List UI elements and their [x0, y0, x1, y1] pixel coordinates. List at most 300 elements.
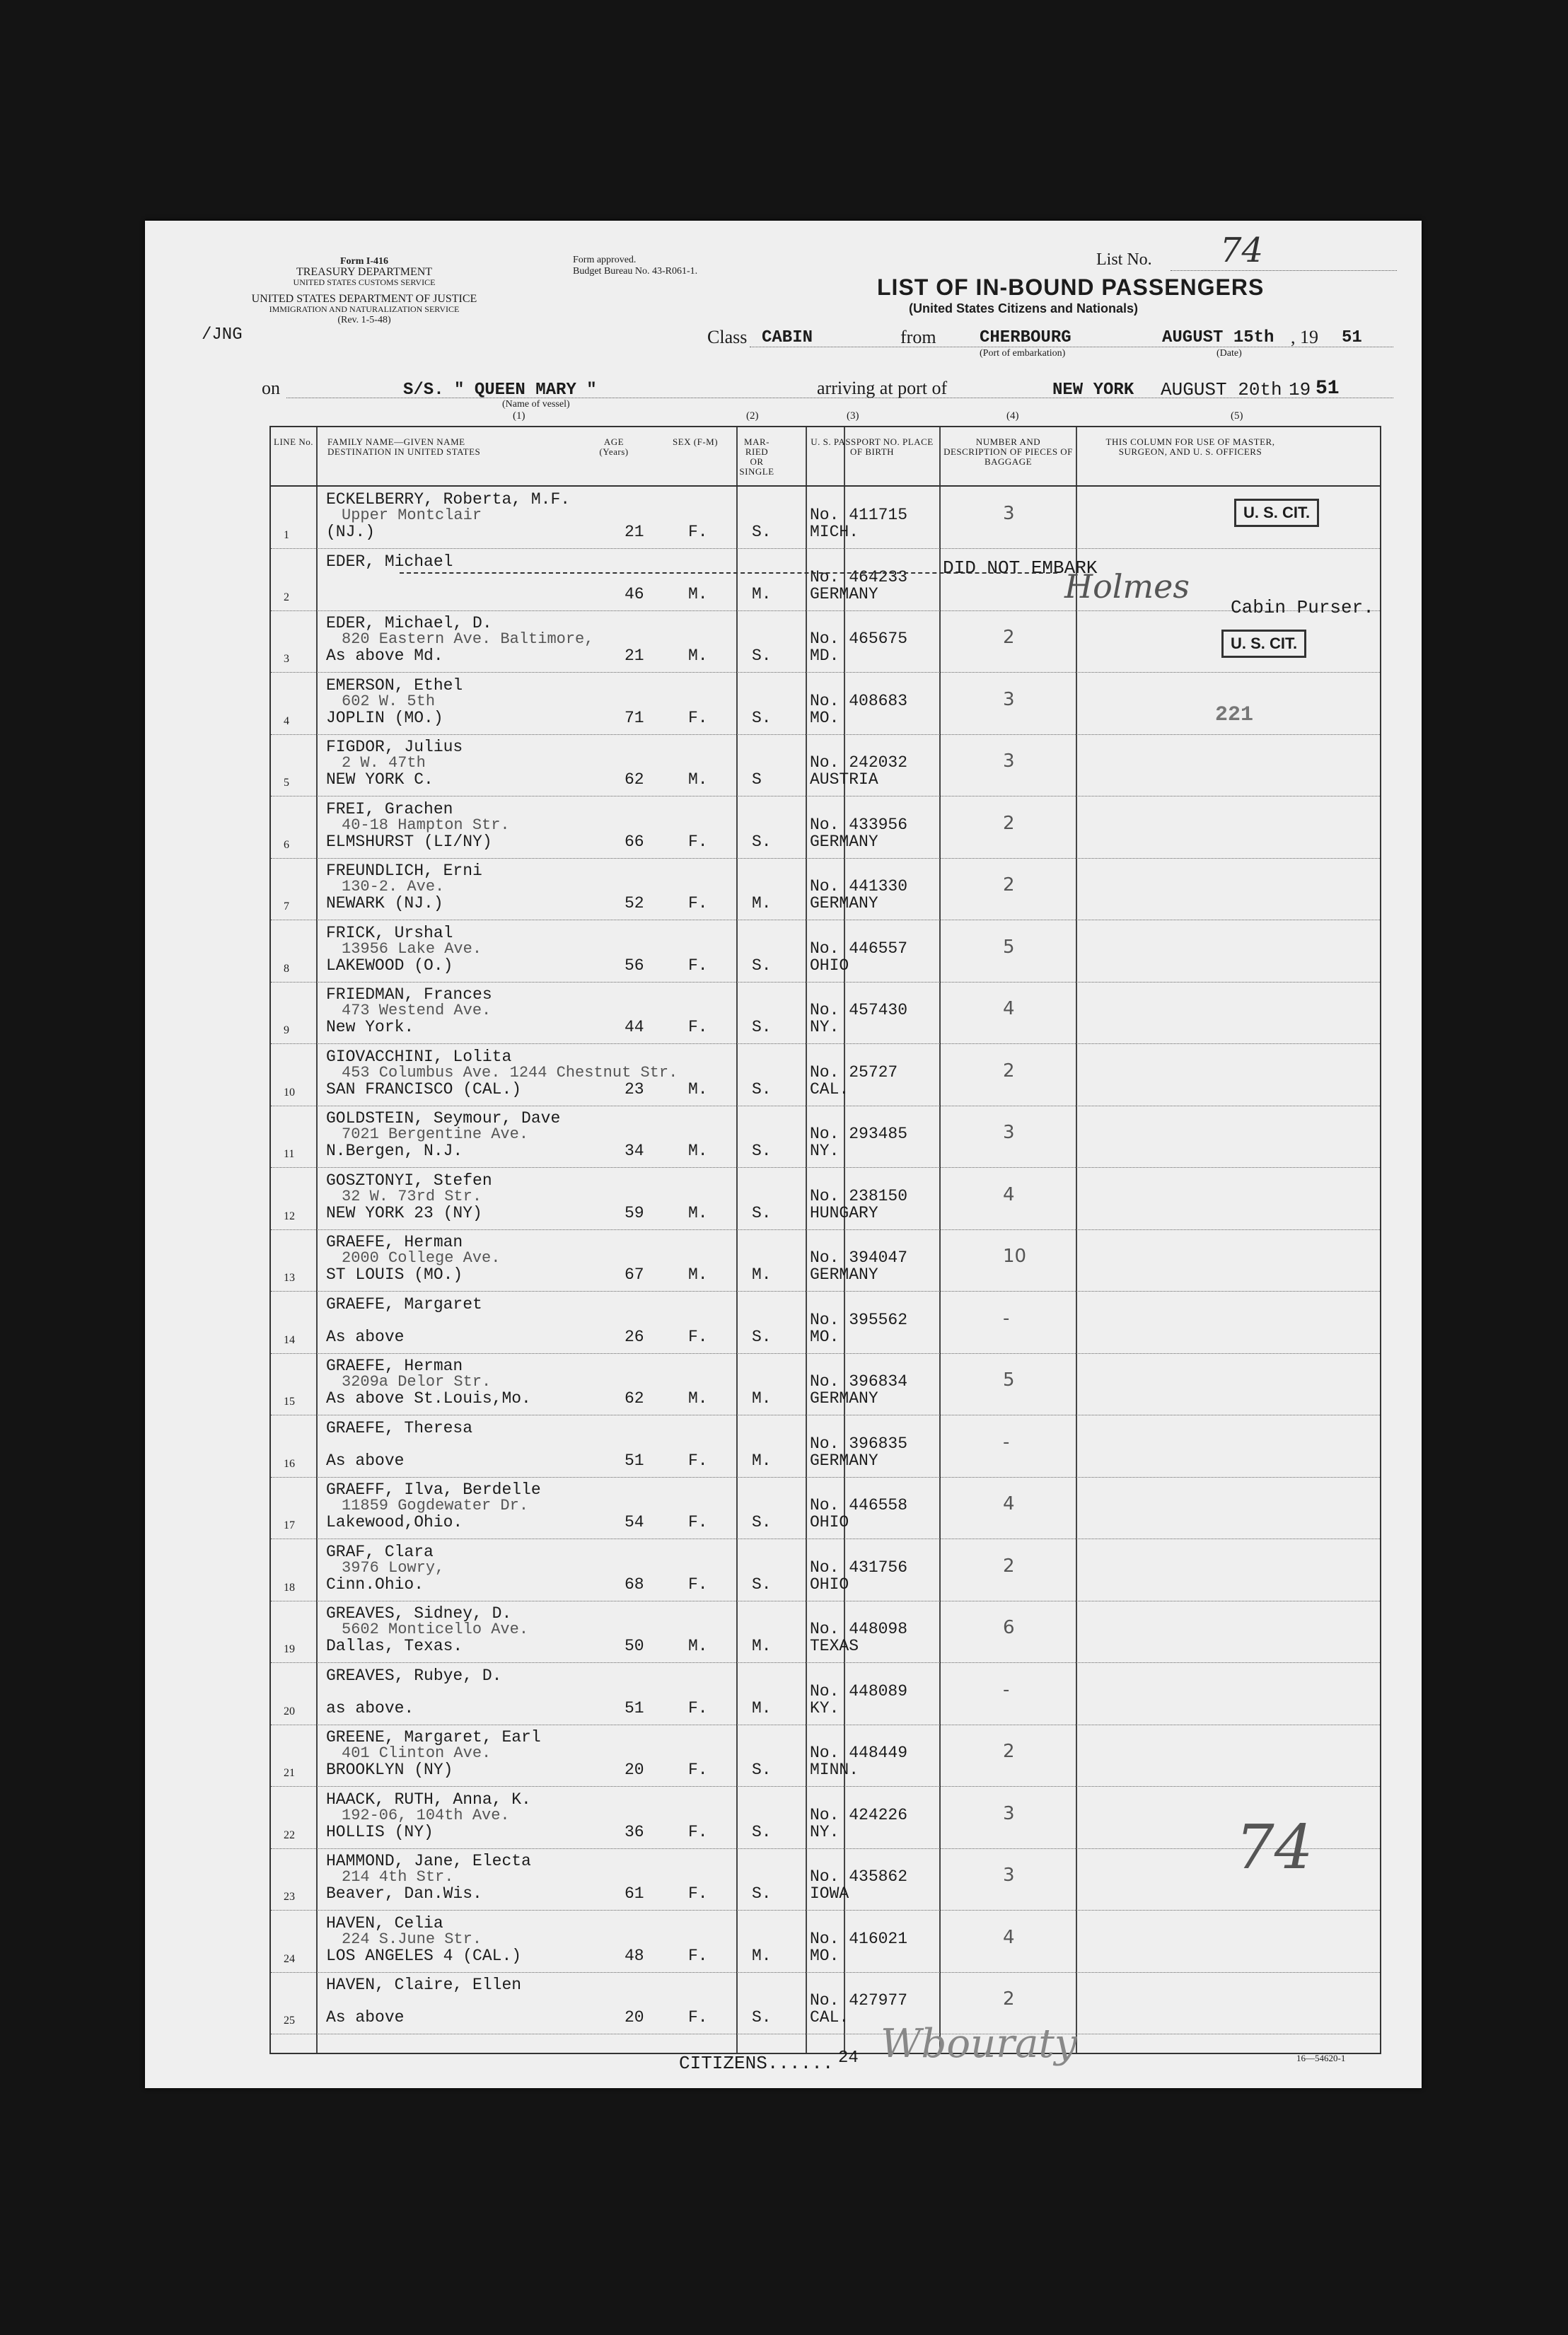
table-row — [271, 1477, 1380, 1539]
baggage-count: 3 — [1003, 1802, 1015, 1824]
address-line: 130-2. Ave. — [342, 878, 445, 896]
marital-status: S. — [752, 647, 772, 665]
marital-status: S. — [752, 1822, 772, 1841]
baggage-count: - — [1003, 1307, 1010, 1329]
purser-signature: Holmes — [1064, 567, 1190, 606]
destination: Lakewood,Ohio. — [326, 1513, 463, 1531]
col-header-officers: THIS COLUMN FOR USE OF MASTER, SURGEON, AND U. S. OFFICERS — [1105, 436, 1275, 457]
place-of-birth: GERMANY — [810, 894, 878, 912]
justice-dept: UNITED STATES DEPARTMENT OF JUSTICE — [251, 293, 477, 305]
table-row — [271, 858, 1380, 920]
destination: NEWARK (NJ.) — [326, 894, 443, 912]
age-value: 51 — [625, 1451, 644, 1470]
sex-value: M. — [688, 1265, 708, 1284]
passenger-name: GREENE, Margaret, Earl — [326, 1728, 541, 1746]
passport-number: No. 408683 — [810, 691, 908, 710]
place-of-birth: NY. — [810, 1142, 840, 1160]
table-row — [271, 610, 1380, 673]
col-header-married: MAR-RIED OR SINGLE — [739, 436, 774, 477]
table-row — [271, 487, 1380, 549]
age-value: 26 — [625, 1327, 644, 1346]
passenger-name: FREUNDLICH, Erni — [326, 862, 482, 880]
class-value: CABIN — [762, 328, 813, 347]
table-row — [271, 549, 1380, 611]
passenger-table — [269, 426, 1381, 2054]
age-value: 62 — [625, 770, 644, 789]
marital-status: S. — [752, 1513, 772, 1531]
sex-value: F. — [688, 1698, 708, 1717]
place-of-birth: CAL. — [810, 1079, 849, 1099]
address-line: 602 W. 5th — [342, 692, 436, 710]
baggage-count: 3 — [1003, 688, 1015, 710]
col-num-4: (4) — [1006, 410, 1019, 422]
place-of-birth: OHIO — [810, 956, 849, 975]
line-number: 16 — [284, 1457, 295, 1470]
destination: LOS ANGELES 4 (CAL.) — [326, 1946, 522, 1965]
vessel-name: S/S. " QUEEN MARY " — [403, 381, 597, 400]
col-header-passport: U. S. PASSPORT NO. PLACE OF BIRTH — [811, 436, 934, 457]
sex-value: M. — [688, 1142, 708, 1160]
baggage-count: 3 — [1003, 503, 1015, 524]
ins-service: IMMIGRATION AND NATURALIZATION SERVICE — [269, 304, 460, 314]
age-value: 21 — [625, 647, 644, 665]
line-number: 1 — [284, 529, 289, 541]
line-number: 10 — [284, 1086, 295, 1099]
line-number: 19 — [284, 1643, 295, 1655]
passenger-name: EMERSON, Ethel — [326, 676, 463, 695]
marital-status: M. — [752, 1637, 772, 1655]
passport-number: No. 464233 — [810, 567, 908, 586]
passenger-name: GRAEFE, Margaret — [326, 1294, 482, 1314]
table-row — [271, 734, 1380, 796]
table-row — [271, 1044, 1380, 1106]
marital-status: M. — [752, 1265, 772, 1284]
passenger-name: GRAEFE, Herman — [326, 1233, 463, 1251]
line-number: 6 — [284, 838, 289, 851]
passport-number: No. 465675 — [810, 630, 908, 648]
table-row — [271, 1539, 1380, 1601]
line-number: 24 — [284, 1952, 295, 1965]
age-value: 59 — [625, 1203, 644, 1222]
passenger-name: GREAVES, Rubye, D. — [326, 1666, 502, 1685]
baggage-count: - — [1003, 1431, 1010, 1453]
baggage-count: 2 — [1003, 1555, 1015, 1577]
table-row — [271, 1972, 1380, 2034]
sex-value: F. — [688, 832, 708, 851]
table-row — [271, 1106, 1380, 1168]
from-label: from — [900, 327, 936, 347]
col-header-baggage: NUMBER AND DESCRIPTION OF PIECES OF BAGGAGE — [943, 436, 1073, 467]
passenger-name: HAVEN, Claire, Ellen — [326, 1976, 522, 1994]
marital-status: M. — [752, 1698, 772, 1717]
destination: As above — [326, 1327, 405, 1346]
baggage-count: 10 — [1003, 1246, 1027, 1267]
vessel-sub: (Name of vessel) — [502, 399, 570, 410]
age-value: 61 — [625, 1884, 644, 1903]
baggage-count: - — [1003, 1679, 1010, 1700]
destination: As above Md. — [326, 647, 443, 665]
baggage-count: 4 — [1003, 998, 1015, 1019]
table-row — [271, 1601, 1380, 1663]
place-of-birth: IOWA — [810, 1884, 849, 1903]
col-num-1: (1) — [513, 410, 525, 422]
age-value: 67 — [625, 1265, 644, 1284]
revision: (Rev. 1-5-48) — [337, 315, 391, 325]
baggage-count: 2 — [1003, 627, 1015, 648]
passport-number: No. 435862 — [810, 1867, 908, 1886]
age-value: 54 — [625, 1513, 644, 1531]
table-row — [271, 1787, 1380, 1849]
place-of-birth: CAL. — [810, 2008, 849, 2027]
table-row — [271, 1353, 1380, 1415]
address-line: 401 Clinton Ave. — [342, 1744, 492, 1762]
line-number: 14 — [284, 1333, 295, 1346]
table-row — [271, 1911, 1380, 1973]
marital-status: S. — [752, 1327, 772, 1346]
marital-status: M. — [752, 1946, 772, 1965]
table-row — [271, 1663, 1380, 1725]
table-row — [271, 673, 1380, 735]
table-row — [271, 982, 1380, 1044]
marital-status: S — [752, 770, 762, 789]
sex-value: F. — [688, 1946, 708, 1965]
passport-number: No. 395562 — [810, 1310, 908, 1329]
address-line: 40-18 Hampton Str. — [342, 816, 510, 834]
line-number: 18 — [284, 1581, 295, 1594]
destination: As above St.Louis,Mo. — [326, 1389, 531, 1408]
address-line: 3209a Delor Str. — [342, 1373, 492, 1391]
destination: as above. — [326, 1698, 414, 1717]
marital-status: S. — [752, 1142, 772, 1160]
address-line: 2000 College Ave. — [342, 1249, 501, 1267]
baggage-count: 2 — [1003, 874, 1015, 896]
line-number: 15 — [284, 1396, 295, 1408]
sex-value: F. — [688, 1018, 708, 1036]
marital-status: S. — [752, 523, 772, 541]
list-no-value: 74 — [1220, 231, 1264, 270]
sex-value: M. — [688, 770, 708, 789]
place-of-birth: TEXAS — [810, 1637, 859, 1655]
baggage-count: 3 — [1003, 1122, 1015, 1143]
age-value: 20 — [625, 1761, 644, 1779]
age-value: 66 — [625, 832, 644, 851]
destination: NEW YORK C. — [326, 770, 434, 789]
place-of-birth: GERMANY — [810, 1389, 878, 1408]
sex-value: M. — [688, 1203, 708, 1222]
line-number: 23 — [284, 1891, 295, 1903]
table-row — [271, 1725, 1380, 1787]
marital-status: S. — [752, 1575, 772, 1594]
sex-value: F. — [688, 1513, 708, 1531]
sex-value: F. — [688, 708, 708, 727]
address-line: Upper Montclair — [342, 506, 482, 524]
line-number: 3 — [284, 653, 289, 665]
passenger-name: FIGDOR, Julius — [326, 738, 463, 756]
baggage-count: 2 — [1003, 1060, 1015, 1082]
line-number: 4 — [284, 714, 289, 727]
age-value: 68 — [625, 1575, 644, 1594]
from-value: CHERBOURG — [980, 328, 1072, 347]
age-value: 21 — [625, 523, 644, 541]
treasury-dept: TREASURY DEPARTMENT — [296, 266, 433, 278]
citizens-total-count: 24 — [838, 2049, 859, 2068]
form-title: LIST OF IN-BOUND PASSENGERS — [877, 274, 1265, 300]
passport-number: No. 431756 — [810, 1558, 908, 1577]
table-row — [271, 1229, 1380, 1292]
passport-number: No. 441330 — [810, 877, 908, 896]
place-of-birth: GERMANY — [810, 1265, 878, 1284]
baggage-count: 4 — [1003, 1493, 1015, 1514]
line-number: 8 — [284, 962, 289, 975]
marital-status: S. — [752, 832, 772, 851]
passenger-name: HAACK, RUTH, Anna, K. — [326, 1790, 531, 1809]
baggage-count: 5 — [1003, 1369, 1015, 1391]
passport-number: No. 424226 — [810, 1805, 908, 1824]
address-line: 224 S.June Str. — [342, 1930, 482, 1948]
table-row — [271, 1292, 1380, 1354]
age-value: 71 — [625, 708, 644, 727]
baggage-count: 2 — [1003, 812, 1015, 834]
place-of-birth: MO. — [810, 708, 840, 727]
passport-number: No. 396835 — [810, 1434, 908, 1453]
baggage-count: 6 — [1003, 1617, 1015, 1638]
marital-status: M. — [752, 894, 772, 912]
manifest-page — [145, 221, 1422, 2088]
table-row — [271, 920, 1380, 983]
destination: SAN FRANCISCO (CAL.) — [326, 1079, 522, 1099]
destination: New York. — [326, 1018, 414, 1036]
col-header-age: AGE (Years) — [599, 436, 629, 457]
destination: Dallas, Texas. — [326, 1637, 463, 1655]
table-header — [271, 427, 1380, 487]
sex-value: M. — [688, 647, 708, 665]
marital-status: S. — [752, 1079, 772, 1099]
passenger-name: GREAVES, Sidney, D. — [326, 1604, 512, 1623]
place-of-birth: MO. — [810, 1327, 840, 1346]
place-of-birth: MICH. — [810, 523, 859, 541]
address-line: 11859 Gogdewater Dr. — [342, 1497, 529, 1514]
marital-status: S. — [752, 1761, 772, 1779]
passport-number: No. 448098 — [810, 1620, 908, 1638]
form-header-left — [251, 256, 477, 325]
sex-value: F. — [688, 2008, 708, 2027]
baggage-count: 2 — [1003, 1741, 1015, 1762]
passenger-name: EDER, Michael — [326, 552, 453, 571]
age-value: 48 — [625, 1946, 644, 1965]
destination: (NJ.) — [326, 523, 376, 541]
destination: NEW YORK 23 (NY) — [326, 1203, 482, 1222]
destination: LAKEWOOD (O.) — [326, 956, 453, 975]
passenger-name: GRAEFF, Ilva, Berdelle — [326, 1481, 541, 1499]
age-value: 50 — [625, 1637, 644, 1655]
sex-value: F. — [688, 523, 708, 541]
place-of-birth: GERMANY — [810, 1451, 878, 1470]
place-of-birth: NY. — [810, 1018, 840, 1036]
baggage-count: 4 — [1003, 1926, 1015, 1948]
arrival-year-prefix: 19 — [1289, 379, 1311, 400]
port-name: NEW YORK — [1052, 381, 1134, 400]
arrival-year: 51 — [1316, 378, 1340, 400]
place-of-birth: MINN. — [810, 1761, 859, 1779]
marital-status: M. — [752, 584, 772, 603]
sex-value: F. — [688, 1884, 708, 1903]
line-number: 9 — [284, 1024, 289, 1036]
arriving-label: arriving at port of — [817, 378, 948, 398]
age-value: 62 — [625, 1389, 644, 1408]
passport-number: No. 446557 — [810, 939, 908, 958]
passport-number: No. 457430 — [810, 1001, 908, 1019]
passenger-name: FRICK, Urshal — [326, 923, 453, 942]
age-value: 20 — [625, 2008, 644, 2027]
sex-value: M. — [688, 1637, 708, 1655]
sex-value: F. — [688, 1822, 708, 1841]
address-line: 820 Eastern Ave. Baltimore, — [342, 630, 594, 648]
address-line: 5602 Monticello Ave. — [342, 1621, 529, 1638]
passport-number: No. 446558 — [810, 1496, 908, 1514]
marital-status: S. — [752, 1884, 772, 1903]
col-header-line: LINE No. — [274, 436, 313, 447]
line-number: 22 — [284, 1829, 295, 1841]
passenger-name: GIOVACCHINI, Lolita — [326, 1047, 512, 1066]
class-label: Class — [707, 327, 748, 347]
passport-number: No. 448089 — [810, 1681, 908, 1700]
destination: Beaver, Dan.Wis. — [326, 1884, 482, 1903]
passport-number: No. 427977 — [810, 1991, 908, 2010]
list-no-line — [1171, 270, 1397, 271]
passenger-name: GOLDSTEIN, Seymour, Dave — [326, 1109, 561, 1128]
address-line: 192-06, 104th Ave. — [342, 1806, 510, 1824]
col-num-2: (2) — [746, 410, 759, 422]
address-line: 2 W. 47th — [342, 754, 426, 772]
from-sub: (Port of embarkation) — [980, 348, 1066, 359]
line-number: 20 — [284, 1705, 295, 1717]
age-value: 46 — [625, 584, 644, 603]
line-number: 12 — [284, 1210, 295, 1222]
passport-number: No. 433956 — [810, 815, 908, 834]
passenger-name: FREI, Grachen — [326, 799, 453, 818]
address-line: 453 Columbus Ave. 1244 Chestnut Str. — [342, 1063, 678, 1082]
margin-74: 74 — [1236, 1812, 1313, 1883]
baggage-count: 3 — [1003, 1865, 1015, 1886]
baggage-count: 4 — [1003, 1183, 1015, 1205]
place-of-birth: HUNGARY — [810, 1203, 878, 1222]
line-number: 21 — [284, 1767, 295, 1779]
depart-year-prefix: , 19 — [1291, 327, 1318, 347]
passenger-name: GRAEFE, Theresa — [326, 1418, 473, 1437]
date-sub: (Date) — [1216, 348, 1242, 359]
line-number: 5 — [284, 777, 289, 789]
address-line: 32 W. 73rd Str. — [342, 1187, 482, 1205]
col-num-3: (3) — [847, 410, 859, 422]
sex-value: F. — [688, 1761, 708, 1779]
form-number: Form I-416 — [339, 256, 389, 267]
destination: Cinn.Ohio. — [326, 1575, 424, 1594]
us-citizen-stamp: U. S. CIT. — [1221, 630, 1306, 658]
baggage-count: 2 — [1003, 1988, 1015, 2010]
age-value: 34 — [625, 1142, 644, 1160]
place-of-birth: OHIO — [810, 1575, 849, 1594]
form-subtitle: (United States Citizens and Nationals) — [909, 301, 1139, 315]
place-of-birth: MD. — [810, 647, 840, 665]
line-number: 17 — [284, 1519, 295, 1531]
arrival-date: AUGUST 20th — [1161, 379, 1282, 400]
address-line: 13956 Lake Ave. — [342, 939, 482, 958]
destination: N.Bergen, N.J. — [326, 1142, 463, 1160]
sex-value: F. — [688, 1327, 708, 1346]
budget-bureau: Budget Bureau No. 43-R061-1. — [573, 266, 698, 277]
destination: As above — [326, 2008, 405, 2027]
on-label: on — [262, 378, 280, 398]
address-line: 3976 Lowry, — [342, 1558, 445, 1577]
marital-status: S. — [752, 956, 772, 975]
customs-service: UNITED STATES CUSTOMS SERVICE — [293, 277, 436, 287]
sex-value: M. — [688, 1389, 708, 1408]
passport-number: No. 448449 — [810, 1744, 908, 1762]
line-number: 13 — [284, 1272, 295, 1284]
place-of-birth: OHIO — [810, 1513, 849, 1531]
line-number: 7 — [284, 900, 289, 912]
age-value: 36 — [625, 1822, 644, 1841]
passenger-name: GRAF, Clara — [326, 1542, 434, 1561]
sex-value: M. — [688, 584, 708, 603]
passenger-name: GRAEFE, Herman — [326, 1357, 463, 1375]
passport-number: No. 411715 — [810, 506, 908, 524]
place-of-birth: AUSTRIA — [810, 770, 878, 789]
baggage-count: 5 — [1003, 936, 1015, 958]
passenger-name: FRIEDMAN, Frances — [326, 985, 492, 1004]
table-row — [271, 1168, 1380, 1230]
destination: ELMSHURST (LI/NY) — [326, 832, 492, 851]
destination: HOLLIS (NY) — [326, 1822, 434, 1841]
destination: ST LOUIS (MO.) — [326, 1265, 463, 1284]
inspector-signature: Wbouraty — [881, 2021, 1077, 2067]
strike-line — [400, 572, 1057, 574]
marital-status: M. — [752, 1389, 772, 1408]
passenger-name: HAVEN, Celia — [326, 1913, 443, 1933]
sex-value: M. — [688, 1079, 708, 1099]
table-row — [271, 1848, 1380, 1911]
place-of-birth: GERMANY — [810, 832, 878, 851]
col-num-5: (5) — [1231, 410, 1243, 422]
sex-value: F. — [688, 1451, 708, 1470]
sex-value: F. — [688, 1575, 708, 1594]
age-value: 51 — [625, 1698, 644, 1717]
passenger-name: EDER, Michael, D. — [326, 614, 492, 632]
line-number: 25 — [284, 2015, 295, 2027]
place-of-birth: GERMANY — [810, 584, 878, 603]
depart-year: 51 — [1342, 328, 1362, 347]
age-value: 52 — [625, 894, 644, 912]
form-code: 16—54620-1 — [1296, 2053, 1346, 2063]
col-header-name: FAMILY NAME—GIVEN NAME DESTINATION IN UNITED STATES — [327, 436, 481, 457]
marital-status: S. — [752, 2008, 772, 2027]
purser-title: Cabin Purser. — [1231, 597, 1374, 618]
list-no-label: List No. — [1096, 250, 1152, 269]
passenger-name: ECKELBERRY, Roberta, M.F. — [326, 490, 571, 509]
budget-block — [573, 255, 697, 277]
marital-status: S. — [752, 1018, 772, 1036]
line-number: 11 — [284, 1148, 295, 1160]
us-citizen-stamp: U. S. CIT. — [1234, 499, 1319, 527]
col-header-sex: SEX (F-M) — [672, 436, 719, 447]
destination: BROOKLYN (NY) — [326, 1761, 453, 1779]
form-approved: Form approved. — [573, 255, 637, 265]
address-line: 214 4th Str. — [342, 1868, 454, 1886]
sex-value: F. — [688, 956, 708, 975]
citizens-total-label: CITIZENS...... — [679, 2053, 834, 2074]
passenger-name: GOSZTONYI, Stefen — [326, 1171, 492, 1190]
marital-status: S. — [752, 708, 772, 727]
